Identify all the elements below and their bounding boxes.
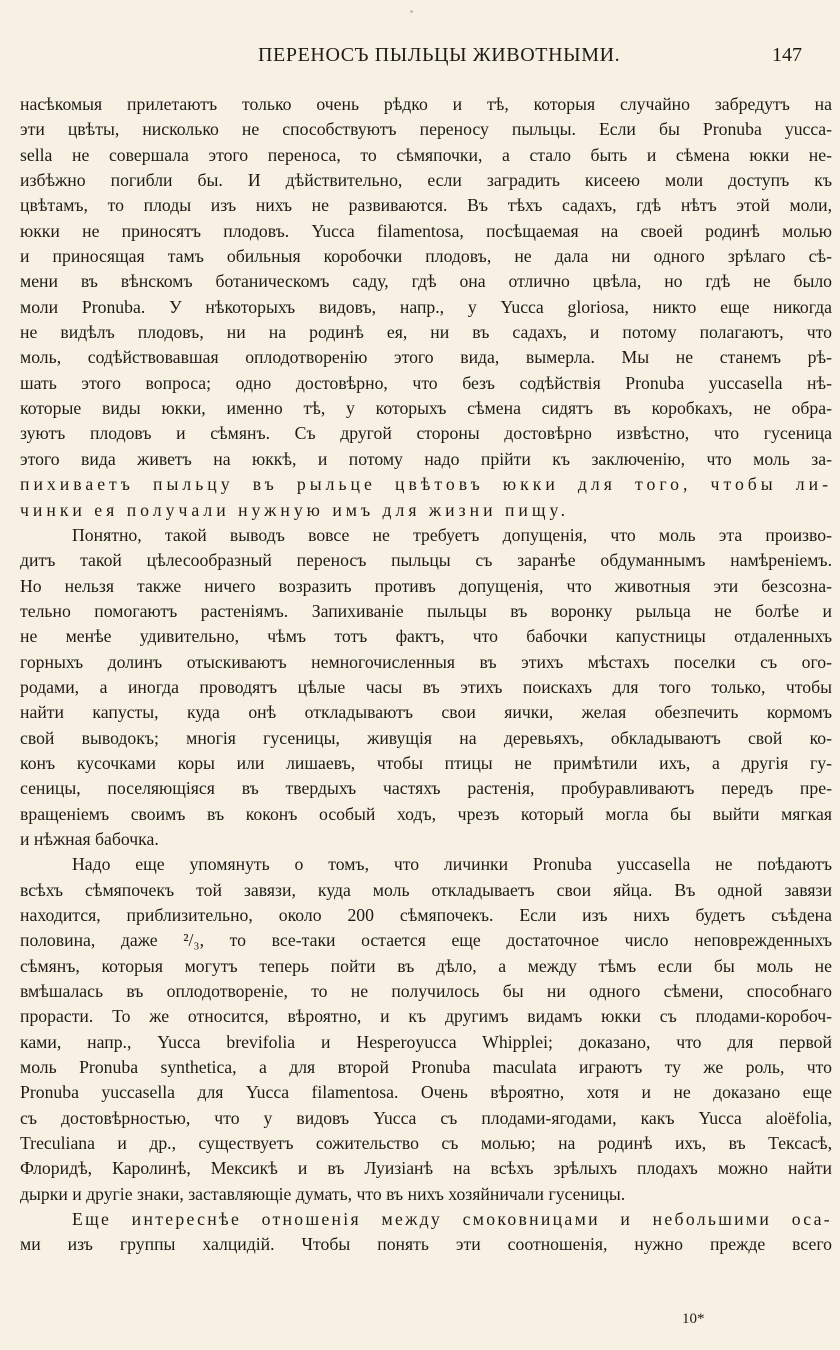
text-line: тельно помогаютъ растеніямъ. Запихиваніе пыльцы въ воронку рыльца не болѣе и [20, 600, 832, 621]
text-line: чинки ея получали нужную имъ для жизни пищу. [20, 499, 569, 520]
text-line: юкки не приносятъ плодовъ. Yucca filamentosa, посѣщаемая на своей родинѣ молью [20, 220, 832, 241]
text-line: моль, содѣйствовавшая оплодотворенію этого вида, вымерла. Мы не станемъ рѣ- [20, 347, 832, 368]
text-line: половина, даже ²/₃, то все-таки остается еще достаточное число неповрежденныхъ [20, 930, 832, 951]
text-line: дырки и другіе знаки, заставляющіе думать, что въ нихъ хозяйничали гусеницы. [20, 1183, 626, 1204]
text-line: найти капусты, куда онѣ откладываютъ свои яички, желая обезпечить кормомъ [20, 702, 832, 723]
text-line: цвѣтамъ, то плоды изъ нихъ не развиваются. Въ тѣхъ садахъ, гдѣ нѣтъ этой моли, [20, 195, 832, 216]
printer-signature: 10* [682, 1311, 705, 1327]
text-line: моли Pronuba. У нѣкоторыхъ видовъ, напр., у Yucca gloriosa, никто еще никогда [20, 296, 832, 317]
text-line: конъ кусочками коры или лишаевъ, чтобы птицы не примѣтили ихъ, а другія гу- [20, 752, 832, 773]
text-line: моль Pronuba synthetica, а для второй Pronuba maculata играютъ ту же роль, что [20, 1057, 832, 1078]
text-line: пихиваетъ пыльцу въ рыльце цвѣтовъ юкки для того, чтобы ли- [20, 474, 832, 495]
text-line: которые виды юкки, именно тѣ, у которыхъ сѣмена сидятъ въ коробкахъ, не обра- [20, 398, 832, 419]
text-line: Но нельзя также ничего возразить противъ допущенія, что животныя эти безсозна- [20, 575, 832, 596]
text-line: прорасти. То же относится, вѣроятно, и къ другимъ видамъ юкки съ плодами-коробоч- [20, 1006, 832, 1027]
text-line: вращеніемъ своимъ въ коконъ особый ходъ, чрезъ который могла бы выйти мягкая [20, 803, 832, 824]
text-line: sella не совершала этого переноса, то сѣмяпочки, а стало быть и сѣмена юкки не- [20, 144, 832, 165]
text-line: сѣмянъ, которыя могутъ теперь пойти въ дѣло, а между тѣмъ если бы моль не [20, 955, 832, 976]
text-line: вмѣшалась въ оплодотвореніе, то не получилось бы ни одного сѣмени, способнаго [20, 981, 832, 1002]
text-line: избѣжно погибли бы. И дѣйствительно, если заградить кисеею моли доступъ къ [20, 170, 832, 191]
text-line: не менѣе удивительно, чѣмъ тотъ фактъ, что бабочки капустницы отдаленныхъ [20, 626, 832, 647]
text-line: Понятно, такой выводъ вовсе не требуетъ допущенія, что моль эта произво- [72, 524, 832, 545]
text-line: съ достовѣрностью, что у видовъ Yucca съ плодами-ягодами, какъ Yucca aloëfolia, [20, 1107, 832, 1128]
text-line: и приносящая тамъ обильныя коробочки плодовъ, не дала ни одного зрѣлаго сѣ- [20, 246, 832, 267]
text-line: ками, напр., Yucca brevifolia и Hesperoyucca Whipplei; доказано, что для первой [20, 1031, 832, 1052]
page-header [0, 44, 840, 74]
text-line: зуютъ плодовъ и сѣмянъ. Съ другой стороны достовѣрно извѣстно, что гусеница [20, 423, 832, 444]
text-line: Надо еще упомянуть о томъ, что личинки Pronuba yuccasella не поѣдаютъ [72, 854, 832, 875]
text-line: горныхъ долинъ отыскиваютъ немногочисленныя въ этихъ мѣстахъ поселки съ ого- [20, 651, 832, 672]
text-line: свой выводокъ; многія гусеницы, живущія на деревьяхъ, обкладываютъ свой ко- [20, 727, 832, 748]
running-title: ПЕРЕНОСЪ ПЫЛЬЦЫ ЖИВОТНЫМИ. [258, 44, 621, 66]
text-line: дитъ такой цѣлесообразный переносъ пыльцы съ заранѣе обдуманнымъ намѣреніемъ. [20, 550, 832, 571]
paragraph [20, 92, 832, 523]
text-line: эти цвѣты, нисколько не способствуютъ переносу пыльцы. Если бы Pronuba yucca- [20, 119, 832, 140]
text-line: сеницы, поселяющіяся въ твердыхъ частяхъ растенія, пробуравливаютъ передъ пре- [20, 778, 832, 799]
text-line: Флоридѣ, Каролинѣ, Мексикѣ и въ Луизіанѣ на всѣхъ зрѣлыхъ плодахъ можно найти [20, 1158, 832, 1179]
paragraph [20, 1207, 832, 1258]
text-line: насѣкомыя прилетаютъ только очень рѣдко и тѣ, которыя случайно забредутъ на [20, 94, 832, 114]
body-text [20, 92, 832, 1258]
paragraph [20, 523, 832, 852]
text-line: и нѣжная бабочка. [20, 828, 159, 849]
text-line: Еще интереснѣе отношенія между смоковницами и небольшими оса- [72, 1209, 832, 1230]
paper-speck [410, 10, 413, 13]
text-line: не видѣлъ плодовъ, ни на родинѣ ея, ни въ садахъ, и потому полагаютъ, что [20, 322, 832, 343]
text-line: этого вида живетъ на юккѣ, и потому надо прійти къ заключенію, что моль за- [20, 448, 832, 469]
text-line: шать этого вопроса; одно достовѣрно, что безъ содѣйствія Pronuba yuccasella нѣ- [20, 372, 832, 393]
paragraph [20, 852, 832, 1207]
text-line: Treculiana и др., существуетъ сожительство съ молью; на родинѣ ихъ, въ Тексасѣ, [20, 1133, 832, 1154]
text-line: родами, а иногда проводятъ цѣлые часы въ этихъ поискахъ для того только, чтобы [20, 676, 832, 697]
text-line: мени въ вѣнскомъ ботаническомъ саду, гдѣ она отлично цвѣла, но гдѣ не было [20, 271, 832, 292]
text-line: ми изъ группы халцидій. Чтобы понять эти соотношенія, нужно прежде всего [20, 1234, 832, 1255]
text-line: Pronuba yuccasella для Yucca filamentosa. Очень вѣроятно, хотя и не доказано еще [20, 1082, 832, 1103]
page-number: 147 [772, 44, 802, 66]
text-line: находится, приблизительно, около 200 сѣмяпочекъ. Если изъ нихъ будетъ съѣдена [20, 905, 832, 925]
text-line: всѣхъ сѣмяпочекъ той завязи, куда моль откладываетъ свои яйца. Въ одной завязи [20, 879, 832, 900]
